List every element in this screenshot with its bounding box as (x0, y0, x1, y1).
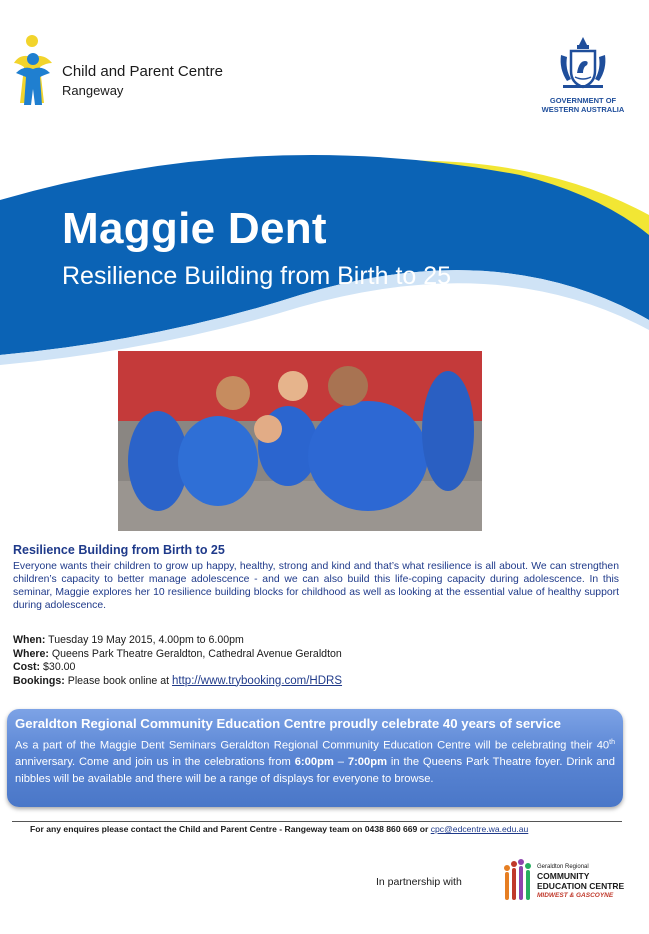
partner-label: In partnership with (376, 876, 462, 888)
cpc-subtitle: Rangeway (62, 83, 124, 98)
celebration-heading: Geraldton Regional Community Education Centre proudly celebrate 40 years of service (15, 716, 561, 731)
cpc-title: Child and Parent Centre (62, 63, 223, 80)
enquiry-line (30, 824, 630, 834)
booking-link[interactable]: http://www.trybooking.com/HDRS (172, 674, 343, 687)
when-label: When: (13, 634, 46, 646)
contact-email-link[interactable]: cpc@edcentre.wa.edu.au (430, 824, 529, 834)
people-figures-icon (503, 858, 535, 904)
event-details (13, 634, 613, 688)
when-value: Tuesday 19 May 2015, 4.00pm to 6.00pm (48, 634, 244, 646)
where-value: Queens Park Theatre Geraldton, Cathedral Avenue Geraldton (51, 647, 342, 660)
celebration-time-end: 7:00pm (347, 756, 388, 769)
bookings-row (13, 675, 613, 689)
enquiry-text: For any enquires please contact the Child and Parent Centre - Rangeway team on 0438 860 669 or (30, 824, 429, 834)
cost-value: $30.00 (43, 661, 76, 673)
celebration-dash: – (333, 756, 348, 769)
intro-section (13, 543, 619, 612)
celebration-time-start: 6:00pm (294, 756, 334, 769)
page-subtitle: Resilience Building from Birth to 25 (62, 262, 452, 290)
cost-row (13, 661, 613, 675)
cec-logo (503, 858, 633, 908)
celebration-box (7, 709, 623, 807)
celebration-text-2: anniversary. Come and join us in the celebrations from (15, 756, 295, 769)
where-label: Where: (13, 647, 49, 660)
cec-region: MIDWEST & GASCOYNE (537, 892, 614, 899)
ordinal-suffix: th (609, 739, 615, 746)
gov-line-1: GOVERNMENT OF (549, 96, 617, 105)
bookings-label: Bookings: (13, 674, 65, 687)
banner-waves (0, 145, 649, 365)
cec-small-text: Geraldton Regional (537, 864, 589, 870)
where-row (13, 648, 613, 662)
children-photo-image (118, 351, 482, 531)
cec-line-2: EDUCATION CENTRE (537, 881, 625, 891)
event-photo (118, 351, 482, 531)
footer-divider (12, 821, 622, 822)
when-row (13, 634, 613, 648)
cpc-figure-icon (10, 33, 58, 113)
cost-label: Cost: (13, 661, 41, 673)
celebration-text-3: in the Queens Park Theatre foyer. Drink and nibbles will be available and there will be a range of displays for everyone to browse. (15, 756, 615, 785)
page-title: Maggie Dent (62, 204, 327, 253)
gov-wa-logo (540, 35, 626, 115)
section-heading: Resilience Building from Birth to 25 (13, 543, 225, 557)
celebration-text-1: As a part of the Maggie Dent Seminars Geraldton Regional Community Education Centre will be celebrating their 40 (15, 739, 610, 752)
celebration-text (15, 735, 615, 787)
wa-crest-icon (553, 35, 613, 91)
cpc-logo (10, 33, 290, 113)
gov-line-2: WESTERN AUSTRALIA (541, 105, 625, 114)
cec-line-1: COMMUNITY (537, 871, 590, 881)
intro-paragraph: Everyone wants their children to grow up happy, healthy, strong and kind and that’s what resilience is all about. We can strengthen children’s capacity to better manage adolescence - and we can also build this life-coping capacity during adolescence. In this seminar, Maggie explores her 10 resilience building blocks for childhood as well as looking at the essential value of healthy support during adolescence. (13, 561, 619, 611)
bookings-value: Please book online at (67, 674, 170, 687)
